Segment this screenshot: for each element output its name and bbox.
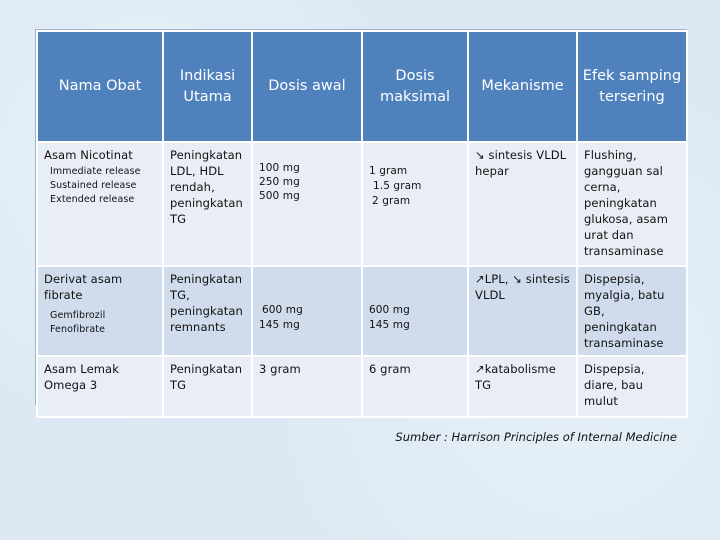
mechanism-cell: ↗katabolisme TG (468, 356, 577, 417)
indication-cell: Peningkatan LDL, HDL rendah, peningkatan TG (163, 142, 252, 266)
dose-max-value: 600 mg (369, 304, 410, 316)
mechanism-cell: ↗LPL, ↘ sintesis VLDL (468, 266, 577, 356)
mechanism-cell: ↘ sintesis VLDL hepar (468, 142, 577, 266)
drug-table-container (35, 29, 687, 408)
header-dosis-awal: Dosis awal (252, 31, 362, 142)
drug-variant: Gemfibrozil (50, 310, 106, 321)
drug-variant: Sustained release (50, 180, 137, 191)
dose-start-value: 500 mg (259, 190, 300, 202)
drug-name: Asam Lemak Omega 3 (44, 362, 119, 392)
drug-variant: Fenofibrate (50, 324, 106, 335)
source-citation: Sumber : Harrison Principles of Internal Medicine (395, 430, 677, 444)
drug-name: Derivat asam fibrate (44, 272, 123, 302)
drug-variant: Immediate release (50, 166, 141, 177)
drug-name-cell (37, 142, 163, 266)
header-efek-samping: Efek samping tersering (577, 31, 687, 142)
dose-max-value: 2 gram (372, 195, 411, 207)
dose-start-cell: 3 gram (252, 356, 362, 417)
table-row (37, 142, 687, 266)
dose-start-value: 100 mg (259, 162, 300, 174)
dose-max-cell (362, 266, 468, 356)
drug-name-cell (37, 356, 163, 417)
dose-max-value: 1.5 gram (373, 180, 422, 192)
indication-cell: Peningkatan TG (163, 356, 252, 417)
side-effects-cell: Dispepsia, myalgia, batu GB, peningkatan transaminase (577, 266, 687, 356)
side-effects-cell: Dispepsia, diare, bau mulut (577, 356, 687, 417)
header-row (37, 31, 687, 142)
drug-name: Asam Nicotinat (44, 148, 133, 162)
dose-start-cell (252, 266, 362, 356)
header-mekanisme: Mekanisme (468, 31, 577, 142)
dose-max-cell: 6 gram (362, 356, 468, 417)
header-indikasi-utama: Indikasi Utama (163, 31, 252, 142)
drug-variant: Extended release (50, 194, 135, 205)
dose-max-value: 1 gram (369, 165, 408, 177)
dose-max-value: 145 mg (369, 319, 410, 331)
table-row (37, 266, 687, 356)
drug-name-cell (37, 266, 163, 356)
indication-cell: Peningkatan TG, peningkatan remnants (163, 266, 252, 356)
header-nama-obat: Nama Obat (37, 31, 163, 142)
dose-start-cell (252, 142, 362, 266)
dose-start-value: 600 mg (262, 304, 303, 316)
table-row (37, 356, 687, 417)
dose-start-value: 145 mg (259, 319, 300, 331)
dose-start-value: 250 mg (259, 176, 300, 188)
drug-table (36, 30, 688, 418)
dose-max-cell (362, 142, 468, 266)
side-effects-cell: Flushing, gangguan sal cerna, peningkatan glukosa, asam urat dan transaminase (577, 142, 687, 266)
header-dosis-maksimal: Dosis maksimal (362, 31, 468, 142)
